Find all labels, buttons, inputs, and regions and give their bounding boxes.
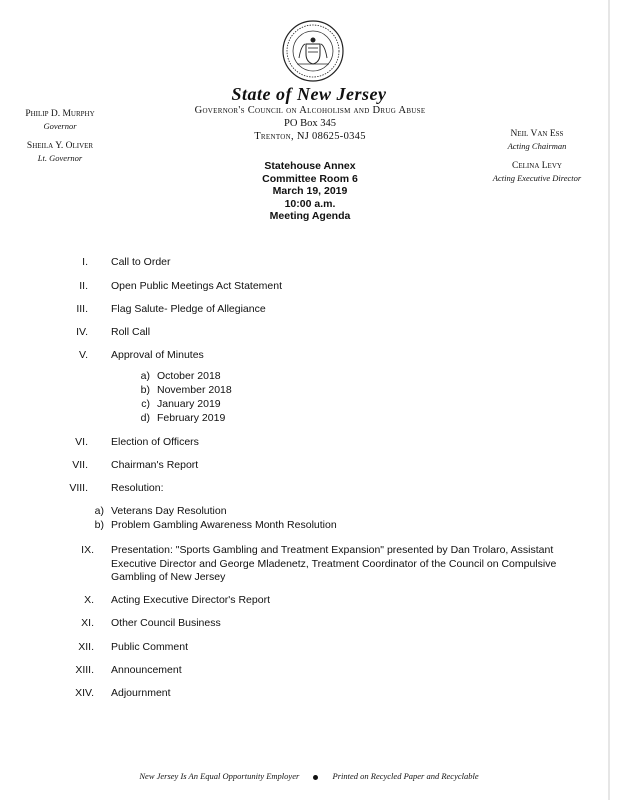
- agenda-item: Roll Call: [111, 326, 151, 338]
- agenda-number: X.: [84, 594, 94, 606]
- agenda-number: IX.: [81, 544, 94, 556]
- chairman-name: Neil Van Ess: [510, 129, 564, 139]
- director-title: Acting Executive Director: [492, 173, 582, 183]
- meeting-location: Statehouse Annex: [264, 160, 356, 172]
- agenda-number: III.: [76, 303, 88, 315]
- minutes-sub-letter: b): [140, 384, 150, 396]
- council-address-block: [160, 104, 460, 143]
- meeting-date: March 19, 2019: [272, 185, 348, 197]
- city-line: Trenton, NJ 08625-0345: [254, 131, 366, 142]
- governor-title: Governor: [43, 121, 77, 131]
- left-officials: [10, 108, 110, 164]
- agenda-number: VII.: [72, 459, 88, 471]
- lt-governor-title: Lt. Governor: [37, 153, 83, 163]
- agenda-number: IV.: [76, 326, 88, 338]
- page-edge-divider: [608, 0, 610, 800]
- agenda-item: Announcement: [111, 664, 182, 676]
- agenda-item: Open Public Meetings Act Statement: [111, 280, 283, 292]
- state-title: State of New Jersey: [231, 84, 387, 104]
- meeting-room: Committee Room 6: [262, 172, 358, 185]
- state-seal: [282, 20, 344, 82]
- footer-left-text: New Jersey Is An Equal Opportunity Employer: [139, 771, 300, 781]
- agenda-item: Approval of Minutes: [111, 349, 204, 361]
- agenda-number: XI.: [81, 617, 94, 629]
- bullet-icon: [313, 775, 318, 780]
- minutes-sub-letter: c): [141, 398, 150, 410]
- agenda-number: V.: [79, 349, 88, 361]
- agenda-item: Public Comment: [111, 641, 189, 653]
- minutes-sub-letter: a): [140, 370, 150, 382]
- po-box: PO Box 345: [284, 118, 336, 129]
- right-officials: [478, 128, 596, 184]
- meeting-time: 10:00 a.m.: [284, 197, 336, 210]
- footer: [0, 771, 618, 781]
- resolution-sub-item: Veterans Day Resolution: [111, 505, 227, 517]
- agenda-item: Flag Salute- Pledge of Allegiance: [111, 303, 266, 315]
- minutes-sub-item: January 2019: [157, 398, 221, 410]
- resolution-sub-letter: a): [94, 505, 104, 517]
- agenda-item: Chairman's Report: [111, 459, 199, 471]
- meeting-doc-title: Meeting Agenda: [269, 210, 351, 222]
- director-name: Celina Levy: [512, 161, 562, 171]
- resolution-sub-letter: b): [94, 519, 104, 531]
- agenda-item: Acting Executive Director's Report: [111, 594, 270, 606]
- agenda-number: XIII.: [75, 664, 94, 676]
- meeting-info: [160, 160, 460, 223]
- minutes-sub-item: November 2018: [157, 384, 232, 396]
- lt-governor-name: Sheila Y. Oliver: [26, 141, 94, 151]
- agenda-item: Adjournment: [111, 687, 171, 699]
- minutes-sub-item: October 2018: [157, 370, 221, 382]
- agenda-item: Election of Officers: [111, 436, 199, 448]
- footer-right-text: Printed on Recycled Paper and Recyclable: [332, 771, 479, 781]
- minutes-sub-item: February 2019: [157, 412, 226, 424]
- minutes-sub-letter: d): [140, 412, 150, 424]
- council-name: Governor's Council on Alcoholism and Drug Abuse: [194, 105, 426, 116]
- agenda-item: Resolution:: [111, 482, 164, 494]
- agenda-number: VI.: [75, 436, 88, 448]
- chairman-title: Acting Chairman: [507, 141, 567, 151]
- agenda-number: XIV.: [75, 687, 94, 699]
- governor-name: Philip D. Murphy: [25, 109, 95, 119]
- resolution-sub-item: Problem Gambling Awareness Month Resolution: [111, 519, 337, 531]
- agenda-number: VIII.: [69, 482, 88, 494]
- agenda-number: XII.: [78, 641, 94, 653]
- agenda-number: II.: [79, 280, 88, 292]
- agenda-number: I.: [82, 256, 88, 268]
- agenda-item-presentation: Presentation: "Sports Gambling and Treatment Expansion" presented by Dan Trolaro, Assistant Executive Director and George Mladenetz, Treatment Coordinator of the Council on Compulsive Gambling of New Jersey: [111, 544, 557, 583]
- agenda-item: Call to Order: [111, 256, 171, 268]
- agenda-item: Other Council Business: [111, 617, 221, 629]
